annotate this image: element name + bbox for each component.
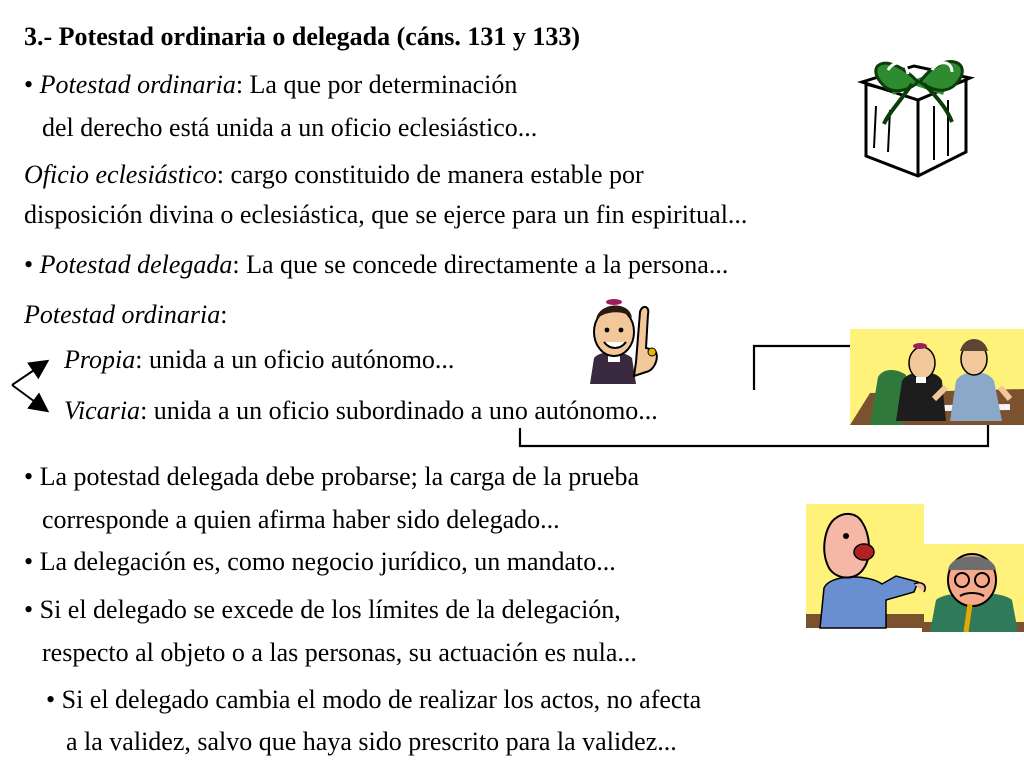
definition-text: : La que por determinación bbox=[235, 70, 518, 99]
priest-pointing-icon bbox=[580, 292, 662, 384]
definition-text: : La que se concede directamente a la persona... bbox=[232, 250, 729, 279]
arguing-men-icon bbox=[806, 504, 1024, 632]
bullet-text: Si el delegado se excede de los límites de la delegación, bbox=[39, 595, 621, 624]
definition-text: : cargo constituido de manera estable por bbox=[216, 160, 644, 189]
bullet-excede-line2: respecto al objeto o a las personas, su actuación es nula... bbox=[42, 638, 637, 667]
gift-box-icon bbox=[848, 44, 978, 179]
bullet-modo-line2: a la validez, salvo que haya sido prescrito para la validez... bbox=[66, 727, 677, 756]
bullet-marker: • bbox=[24, 250, 34, 279]
definition-text: : unida a un oficio autónomo... bbox=[135, 345, 455, 374]
bullet-text: Si el delegado cambia el modo de realizar los actos, no afecta bbox=[61, 685, 702, 714]
oficio-definition-line2: disposición divina o eclesiástica, que se ejerce para un fin espiritual... bbox=[24, 200, 748, 229]
term-potestad-ordinaria: Potestad ordinaria bbox=[39, 70, 236, 99]
slide-title: 3.- Potestad ordinaria o delegada (cáns. 131 y 133) bbox=[24, 22, 581, 51]
bullet-marker: • bbox=[24, 70, 34, 99]
term-potestad-delegada: Potestad delegada bbox=[39, 250, 233, 279]
term-potestad-ordinaria: Potestad ordinaria bbox=[24, 300, 221, 329]
meeting-discussion-icon bbox=[850, 329, 1024, 425]
bullet-prueba-line2: corresponde a quien afirma haber sido delegado... bbox=[42, 505, 560, 534]
term-propia: Propia bbox=[64, 345, 136, 374]
bullet-text: La potestad delegada debe probarse; la carga de la prueba bbox=[39, 462, 639, 491]
term-oficio-eclesiastico: Oficio eclesiástico bbox=[24, 160, 217, 189]
bullet-text: La delegación es, como negocio jurídico, un mandato... bbox=[39, 547, 616, 576]
bullet-marker: • bbox=[46, 685, 56, 714]
definition-text: : unida a un oficio subordinado a uno autónomo... bbox=[140, 396, 658, 425]
term-vicaria: Vicaria bbox=[64, 396, 141, 425]
colon: : bbox=[220, 300, 228, 329]
bullet-marker: • bbox=[24, 547, 34, 576]
bullet-marker: • bbox=[24, 462, 34, 491]
bracket-arrow-propia bbox=[12, 362, 46, 385]
bullet-potestad-ordinaria-line2: del derecho está unida a un oficio eclesiástico... bbox=[42, 113, 538, 142]
bullet-marker: • bbox=[24, 595, 34, 624]
bracket-arrow-vicaria bbox=[12, 385, 46, 410]
